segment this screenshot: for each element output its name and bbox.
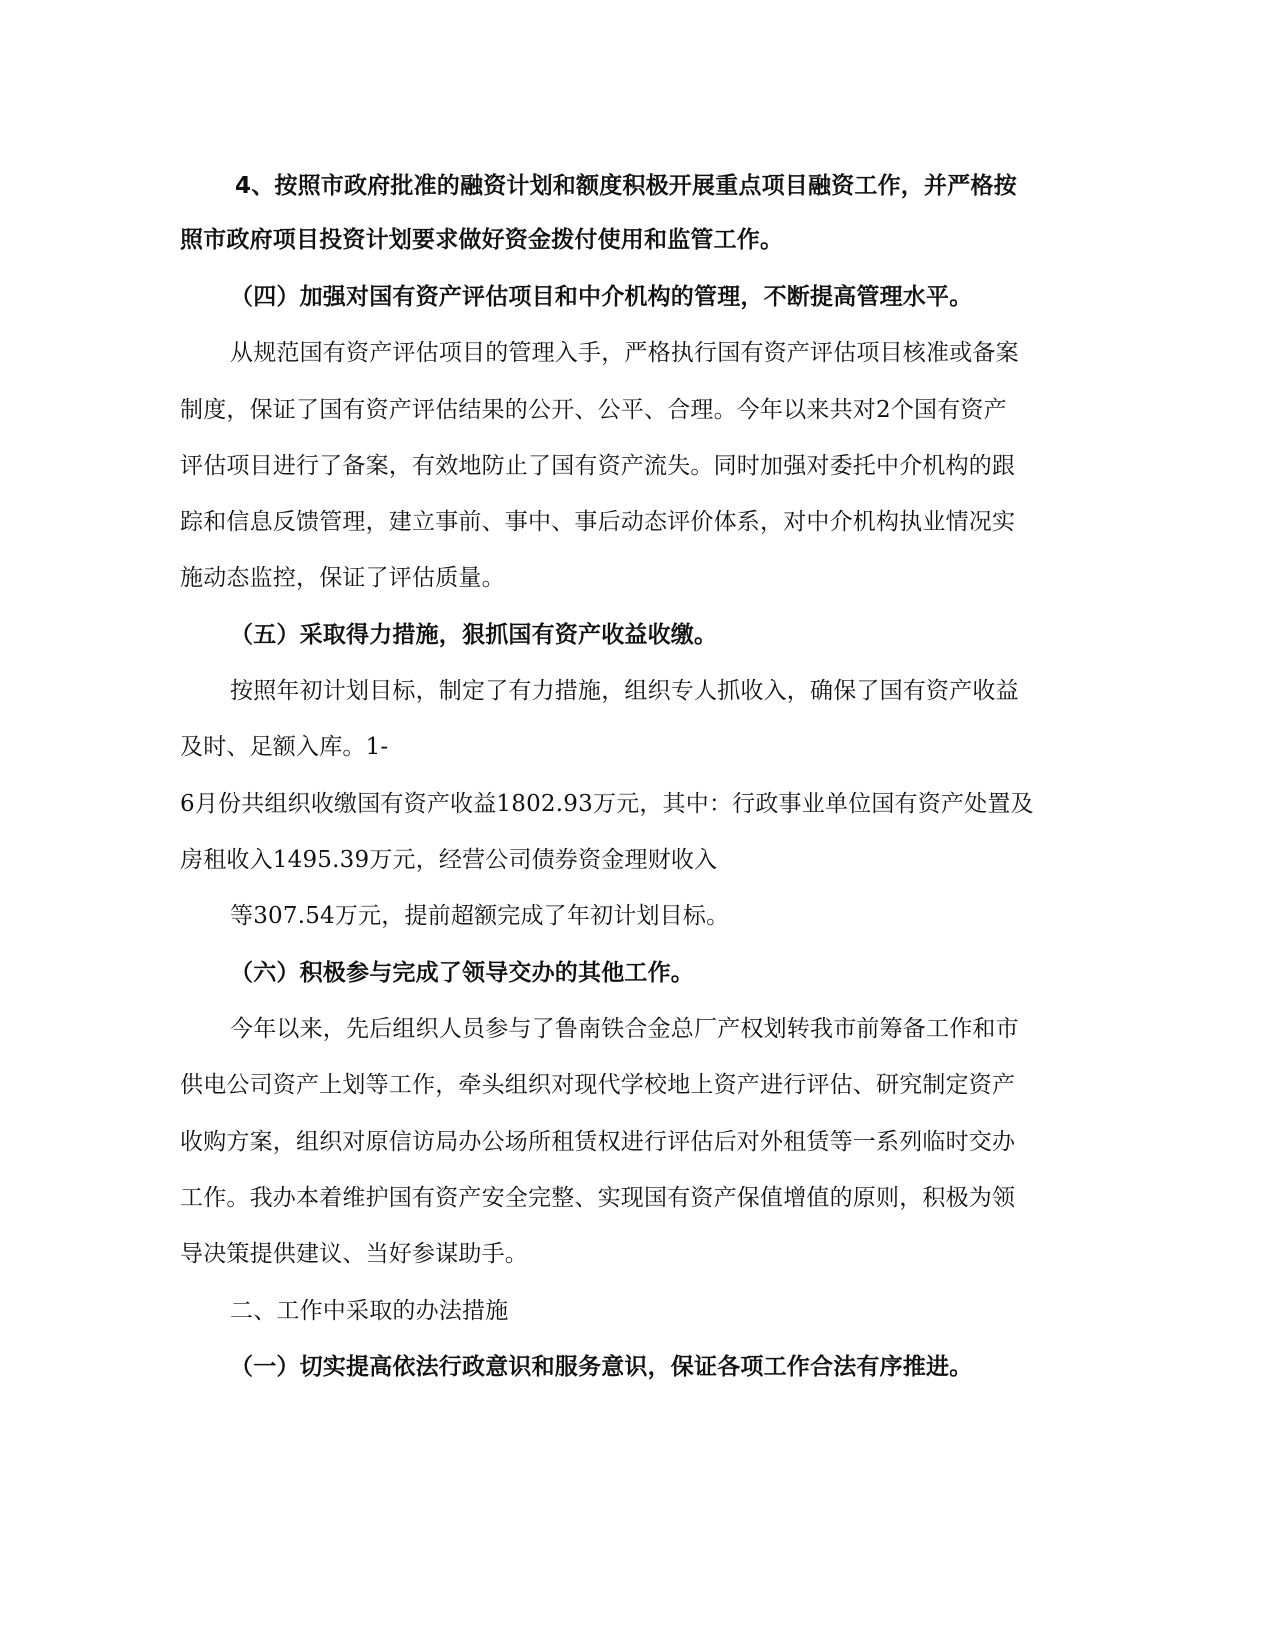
paragraph-line: 供电公司资产上划等工作，牵头组织对现代学校地上资产进行评估、研究制定资产	[180, 1072, 1016, 1098]
paragraph-line: 评估项目进行了备案，有效地防止了国有资产流失。同时加强对委托中介机构的跟	[180, 453, 1016, 479]
chapter-heading-2: 二、工作中采取的办法措施	[230, 1298, 509, 1324]
paragraph-line: 按照年初计划目标，制定了有力措施，组织专人抓收入，确保了国有资产收益	[230, 678, 1019, 704]
paragraph-line: 从规范国有资产评估项目的管理入手，严格执行国有资产评估项目核准或备案	[230, 340, 1019, 366]
paragraph-line: 房租收入1495.39万元，经营公司债券资金理财收入	[180, 847, 718, 873]
paragraph-line: 制度，保证了国有资产评估结果的公开、公平、合理。今年以来共对2个国有资产	[180, 397, 1007, 423]
section-heading-1: （一）切实提高依法行政意识和服务意识，保证各项工作合法有序推进。	[230, 1354, 973, 1380]
paragraph-line: 等307.54万元，提前超额完成了年初计划目标。	[230, 903, 730, 929]
numbered-item-4-line-1: 4、按照市政府批准的融资计划和额度积极开展重点项目融资工作，并严格按	[235, 173, 1017, 199]
paragraph-line: 及时、足额入库。1-	[180, 734, 389, 760]
paragraph-line: 工作。我办本着维护国有资产安全完整、实现国有资产保值增值的原则，积极为领	[180, 1185, 1016, 1211]
paragraph-line: 施动态监控，保证了评估质量。	[180, 565, 505, 591]
numbered-item-4-line-2: 照市政府项目投资计划要求做好资金拨付使用和监管工作。	[180, 227, 784, 253]
paragraph-line: 收购方案，组织对原信访局办公场所租赁权进行评估后对外租赁等一系列临时交办	[180, 1129, 1016, 1155]
section-heading-4: （四）加强对国有资产评估项目和中介机构的管理，不断提高管理水平。	[230, 284, 973, 310]
paragraph-line: 踪和信息反馈管理，建立事前、事中、事后动态评价体系，对中介机构执业情况实	[180, 509, 1016, 535]
section-heading-6: （六）积极参与完成了领导交办的其他工作。	[230, 960, 694, 986]
section-heading-5: （五）采取得力措施，狠抓国有资产收益收缴。	[230, 622, 718, 648]
paragraph-line: 今年以来，先后组织人员参与了鲁南铁合金总厂产权划转我市前筹备工作和市	[230, 1016, 1019, 1042]
paragraph-line: 6月份共组织收缴国有资产收益1802.93万元，其中：行政事业单位国有资产处置及	[180, 791, 1034, 817]
paragraph-line: 导决策提供建议、当好参谋助手。	[180, 1241, 528, 1267]
